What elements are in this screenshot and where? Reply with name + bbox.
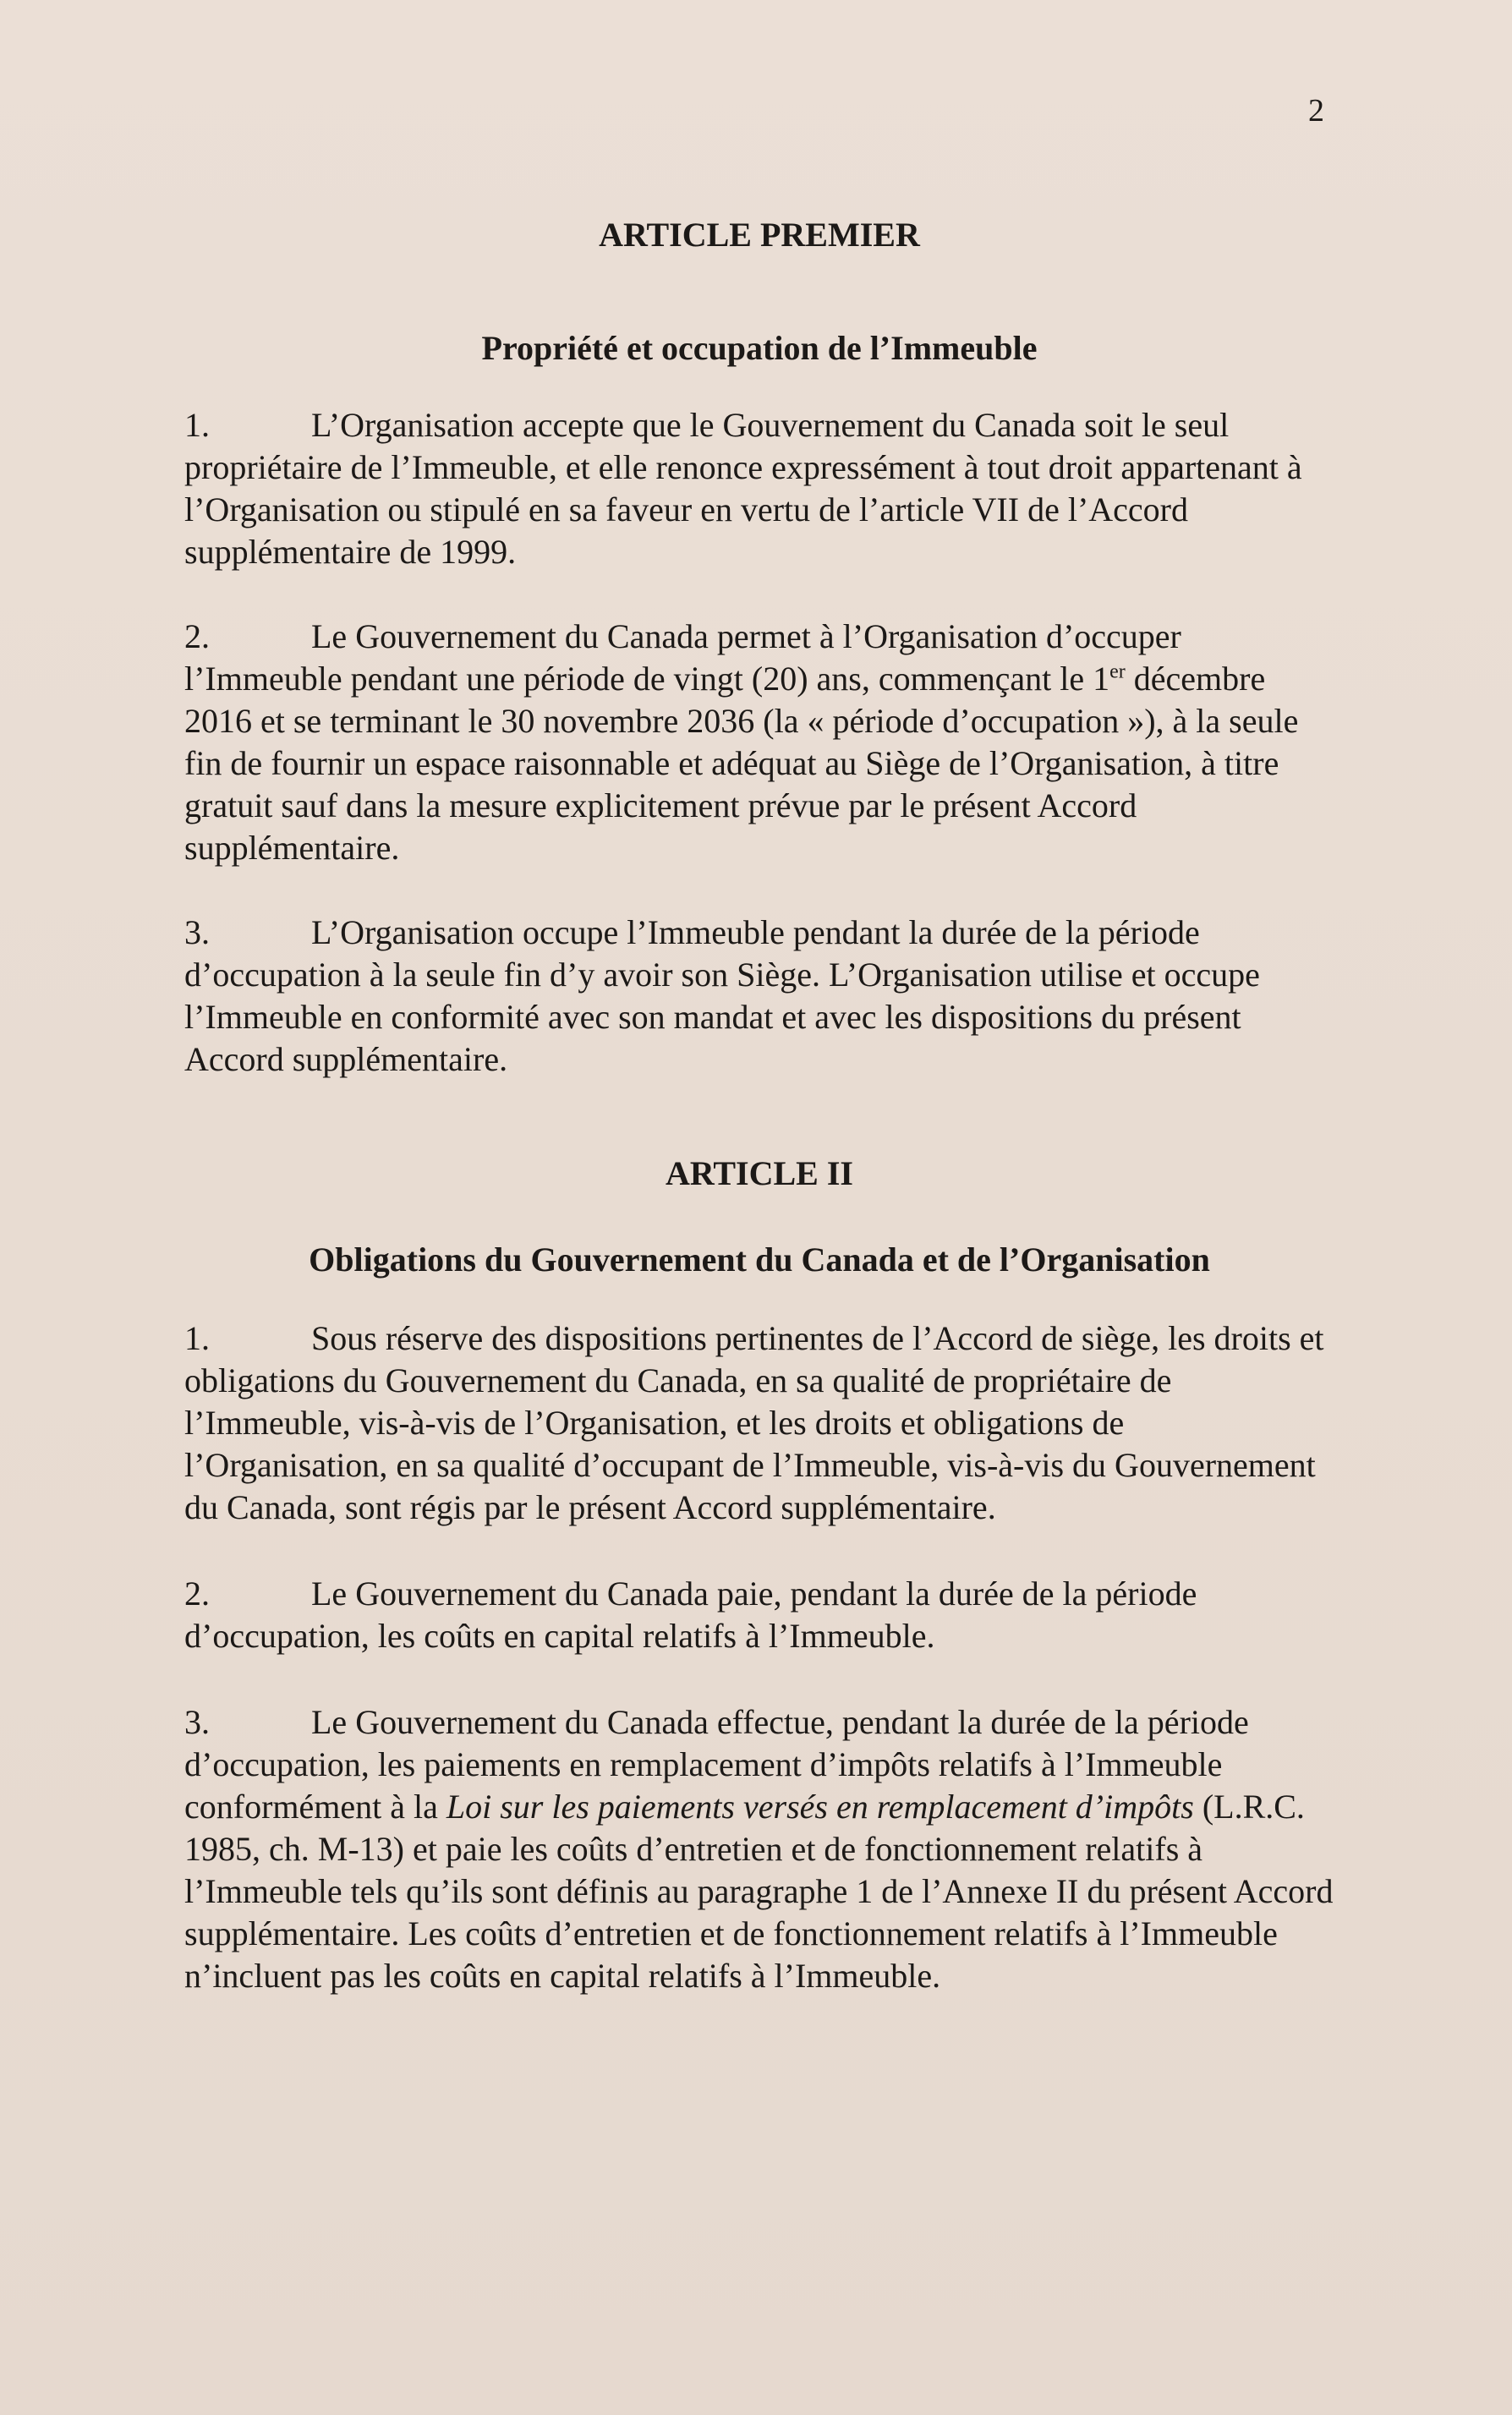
ordinal-superscript: er bbox=[1109, 660, 1126, 683]
page-number: 2 bbox=[1308, 93, 1324, 129]
paragraph-text: Le Gouvernement du Canada permet à l’Organisation d’occuper l’Immeuble pendant une période de vingt (20) ans, commençant le 1 bbox=[184, 617, 1181, 698]
paragraph-number: 2. bbox=[184, 1574, 210, 1613]
paragraph-number: 1. bbox=[184, 1319, 210, 1357]
paragraph-text: L’Organisation accepte que le Gouvernement du Canada soit le seul propriétaire de l’Immeuble, et elle renonce expressément à tout droit appartenant à l’Organisation ou stipulé en sa faveur en vertu de l’article VII de l’Accord supplémentaire de 1999. bbox=[184, 406, 1302, 571]
article-premier-heading: ARTICLE PREMIER bbox=[599, 216, 920, 254]
paragraph-number: 1. bbox=[184, 406, 210, 444]
law-title-italic: Loi sur les paiements versés en remplacement d’impôts bbox=[446, 1788, 1194, 1826]
article-premier-paragraph-1 bbox=[184, 404, 1334, 573]
article-premier-paragraph-2 bbox=[184, 616, 1334, 869]
paragraph-number: 3. bbox=[184, 913, 210, 951]
article-premier-subtitle: Propriété et occupation de l’Immeuble bbox=[481, 329, 1038, 367]
article-premier-paragraph-3 bbox=[184, 912, 1334, 1081]
article-ii-subtitle: Obligations du Gouvernement du Canada et de l’Organisation bbox=[309, 1240, 1210, 1279]
paragraph-text-continued: (L.R.C. 1985, ch. M-13) et paie les coûts d’entretien et de fonctionnement relatifs à l’Immeuble tels qu’ils sont définis au paragraphe 1 de l’Annexe II du présent Accord supplémentaire. Les coûts d’entretien et de fonctionnement relatifs à l’Immeuble n’incluent pas les coûts en capital relatifs à l’Immeuble. bbox=[184, 1788, 1334, 1995]
paragraph-text: Le Gouvernement du Canada effectue, pendant la durée de la période d’occupation, les paiements en remplacement d’impôts relatifs à l’Immeuble conformément à la bbox=[184, 1703, 1249, 1826]
article-ii-paragraph-3 bbox=[184, 1701, 1334, 1997]
paragraph-text: Sous réserve des dispositions pertinentes de l’Accord de siège, les droits et obligations du Gouvernement du Canada, en sa qualité de propriétaire de l’Immeuble, vis-à-vis de l’Organisation, et les droits et obligations de l’Organisation, en sa qualité d’occupant de l’Immeuble, vis-à-vis du Gouvernement du Canada, sont régis par le présent Accord supplémentaire. bbox=[184, 1319, 1324, 1526]
article-ii-paragraph-2 bbox=[184, 1573, 1334, 1657]
paragraph-text: L’Organisation occupe l’Immeuble pendant la durée de la période d’occupation à la seule fin d’y avoir son Siège. L’Organisation utilise et occupe l’Immeuble en conformité avec son mandat et avec les dispositions du présent Accord supplémentaire. bbox=[184, 913, 1260, 1078]
paragraph-number: 2. bbox=[184, 617, 210, 655]
paragraph-text-continued: décembre 2016 et se terminant le 30 novembre 2036 (la « période d’occupation »), à la seule fin de fournir un espace raisonnable et adéquat au Siège de l’Organisation, à titre gratuit sauf dans la mesure explicitement prévue par le présent Accord supplémentaire. bbox=[184, 660, 1299, 867]
paragraph-text: Le Gouvernement du Canada paie, pendant la durée de la période d’occupation, les coûts en capital relatifs à l’Immeuble. bbox=[184, 1574, 1197, 1655]
article-ii-paragraph-1 bbox=[184, 1317, 1334, 1529]
document-body bbox=[184, 203, 1334, 1997]
paragraph-number: 3. bbox=[184, 1703, 210, 1741]
article-ii-heading: ARTICLE II bbox=[666, 1154, 853, 1192]
